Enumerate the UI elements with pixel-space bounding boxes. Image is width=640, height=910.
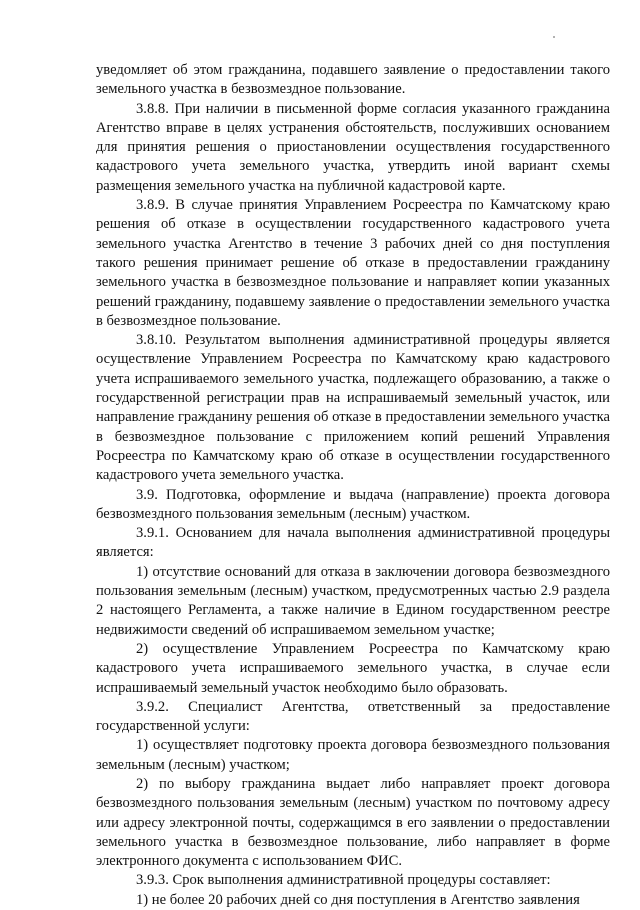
paragraph-3-8-9: 3.8.9. В случае принятия Управлением Росреестра по Камчатскому краю решения об отказе в осуществлении государственного кадастрового учета земельного участка Агентство в течение 3 рабочих дней со дня поступления такого решения принимает решение об отказе в предоставлении гражданину земельного участка в безвозмездное пользование и направляет копии указанных решений гражданину, подавшему заявление о предоставлении земельного участка в безвозмездное пользование. [96,197,610,329]
paragraph-3-9-1-item-1: 1) отсутствие оснований для отказа в заключении договора безвозмездного пользования земельным (лесным) участком, предусмотренных частью 2.9 раздела 2 настоящего Регламента, а также наличие в Едином государственном реестре недвижимости сведений об испрашиваемом земельном участке; [96,563,610,638]
paragraph-3-9-3: 3.9.3. Срок выполнения административной процедуры составляет: [136,872,551,889]
scan-speck [553,36,555,38]
paragraph-3-9-2-item-1: 1) осуществляет подготовку проекта договора безвозмездного пользования земельным (лесным) участком; [96,737,610,773]
paragraph-3-9-2-item-2: 2) по выбору гражданина выдает либо направляет проект договора безвозмездного пользования земельным (лесным) участком по почтовому адресу или адресу электронной почты, содержащимся в его заявлении о предоставлении земельного участка в безвозмездное пользование, либо направляет в форме электронного документа с использованием ФИС. [96,775,610,870]
paragraph-3-9: 3.9. Подготовка, оформление и выдача (направление) проекта договора безвозмездного пользования земельным (лесным) участком. [96,486,610,522]
paragraph-3-8-10: 3.8.10. Результатом выполнения административной процедуры является осуществление Управлением Росреестра по Камчатскому краю кадастрового учета испрашиваемого земельного участка, подлежащего образованию, а также о государственной регистрации прав на испрашиваемый земельный участок, или направление гражданину решения об отказе в предоставлении земельного участка в безвозмездное пользование с приложением копий решений Управления Росреестра по Камчатскому краю об отказе в осуществлении государственного кадастрового учета земельного участка. [96,332,610,484]
paragraph-3-9-1: 3.9.1. Основанием для начала выполнения административной процедуры является: [96,525,610,561]
paragraph-3-9-1-item-2: 2) осуществление Управлением Росреестра по Камчатскому краю кадастрового учета испрашиваемого земельного участка, в случае если испрашиваемый земельный участок необходимо было образовать. [96,640,610,696]
paragraph-notification-continuation: уведомляет об этом гражданина, подавшего заявление о предоставлении такого земельного участка в безвозмездное пользование. [96,62,610,98]
document-body [96,61,610,910]
paragraph-3-9-2: 3.9.2. Специалист Агентства, ответственный за предоставление государственной услуги: [96,698,610,735]
paragraph-3-8-8: 3.8.8. При наличии в письменной форме согласия указанного гражданина Агентство вправе в целях устранения обстоятельств, послуживших основанием для принятия решения о приостановлении осуществления государственного кадастрового учета земельного участка, утвердить иной вариант схемы размещения земельного участка на публичной кадастровой карте. [96,100,610,194]
paragraph-3-9-3-item-1: 1) не более 20 рабочих дней со дня поступления в Агентство заявления [136,891,580,908]
